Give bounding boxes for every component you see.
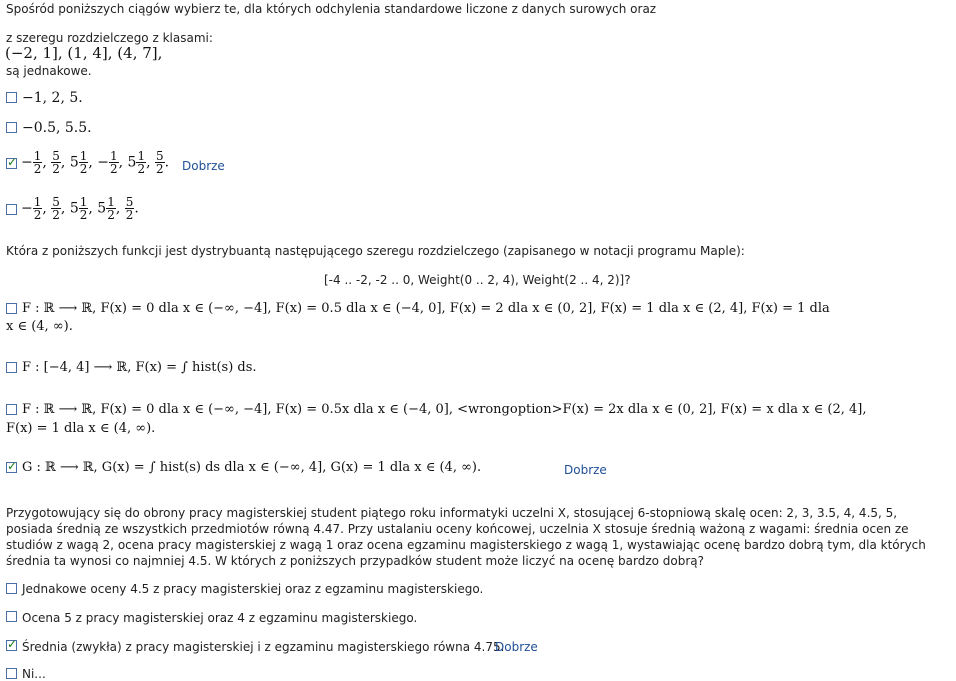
q2-maple-expression: [-4 .. -2, -2 .. 0, Weight(0 .. 2, 4), Weight(2 .. 4, 2)]? (324, 273, 631, 287)
q2-option-3-line2: F(x) = 1 dla x ∈ (4, ∞). (6, 421, 156, 436)
q3-option-1-checkbox[interactable] (6, 583, 17, 594)
q1-option-4-label: − $\frac{1}{2}$ , $\frac{5}{2}$ , 5 $\frac{1}{2}$ , 5 $\frac{1}{2}$ , $\frac{5}{2}$ . (21, 195, 139, 222)
q2-option-1-checkbox[interactable] (6, 303, 17, 314)
q2-option-4-checkbox[interactable] (6, 462, 17, 473)
q2-intro: Która z poniższych funkcji jest dystrybuantą następującego szeregu rozdzielczego (zapisanego w notacji programu Maple): (6, 244, 745, 258)
q3-option-4-checkbox[interactable] (6, 668, 17, 679)
q1-option-2-checkbox[interactable] (6, 122, 17, 133)
q1-outro: są jednakowe. (6, 64, 92, 78)
q3-option-3-label: Średnia (zwykła) z pracy magisterskiej i z egzaminu magisterskiego równa 4.75. (22, 640, 505, 654)
q2-option-3-checkbox[interactable] (6, 404, 17, 415)
q2-option-1-line2: x ∈ (4, ∞). (6, 319, 73, 334)
q3-option-1-label: Jednakowe oceny 4.5 z pracy magisterskiej oraz z egzaminu magisterskiego. (22, 582, 484, 596)
q1-option-1-checkbox[interactable] (6, 92, 17, 103)
q3-option-4-label: Ni... (22, 667, 46, 681)
q3-option-3-feedback: Dobrze (495, 640, 538, 654)
q1-intro: Spośród poniższych ciągów wybierz te, dla których odchylenia standardowe liczone z danych surowych oraz (6, 2, 657, 16)
q1-option-3-feedback: Dobrze (182, 159, 225, 173)
q3-intro: Przygotowujący się do obrony pracy magisterskiej student piątego roku informatyki uczelni X, stosującej 6-stopniową skalę ocen: 2, 3, 3.5, 4, 4.5, 5, posiada średnią ze wszystkich przedmiotów równą 4.47. Przy ustalaniu oceny końcowej, uczelnia X stosuje średnią ważoną z wagami: średnia ocen ze studiów z wagą 2, ocena pracy magisterskiej z wagą 1 oraz ocena egzaminu magisterskiego z wagą 1, wystawiając ocenę bardzo dobrą tym, dla których średnia ta wynosi co najmniej 4.5. W których z poniższych przypadków student może liczyć na ocenę bardzo dobrą? (6, 506, 926, 568)
q1-option-3-label: − $\frac{1}{2}$ , $\frac{5}{2}$ , 5 $\frac{1}{2}$ , − $\frac{1}{2}$ , 5 $\frac{1}{2}$ , $\frac{5}{2}$ . (21, 149, 170, 176)
q3-option-3-checkbox[interactable] (6, 640, 17, 651)
q2-option-4-line1: G : ℝ ⟶ ℝ, G(x) = ∫ hist(s) ds dla x ∈ (−∞, 4], G(x) = 1 dla x ∈ (4, ∞). (22, 460, 482, 475)
q3-option-2-checkbox[interactable] (6, 611, 17, 622)
q2-option-2-checkbox[interactable] (6, 362, 17, 373)
q1-option-1-label: −1, 2, 5. (22, 90, 83, 106)
q2-option-1-line1: F : ℝ ⟶ ℝ, F(x) = 0 dla x ∈ (−∞, −4], F(x) = 0.5 dla x ∈ (−4, 0], F(x) = 2 dla x ∈ (0, 2], F(x) = 1 dla x ∈ (2, 4], F(x) = 1 dla (22, 301, 830, 316)
q1-option-4-checkbox[interactable] (6, 204, 17, 215)
q2-option-2-line1: F : [−4, 4] ⟶ ℝ, F(x) = ∫ hist(s) ds. (22, 360, 257, 375)
q3-option-2-label: Ocena 5 z pracy magisterskiej oraz 4 z egzaminu magisterskiego. (22, 611, 418, 625)
q1-option-3-checkbox[interactable] (6, 158, 17, 169)
q1-classes: (−2, 1], (1, 4], (4, 7], (5, 44, 163, 62)
q2-option-4-feedback: Dobrze (564, 463, 607, 477)
q2-option-3-line1: F : ℝ ⟶ ℝ, F(x) = 0 dla x ∈ (−∞, −4], F(x) = 0.5x dla x ∈ (−4, 0], <wrongoption>F(x) = 2x dla x ∈ (0, 2], F(x) = x dla x ∈ (2, 4], (22, 402, 867, 417)
q1-intro2: z szeregu rozdzielczego z klasami: (6, 31, 213, 45)
q1-option-2-label: −0.5, 5.5. (22, 120, 92, 136)
